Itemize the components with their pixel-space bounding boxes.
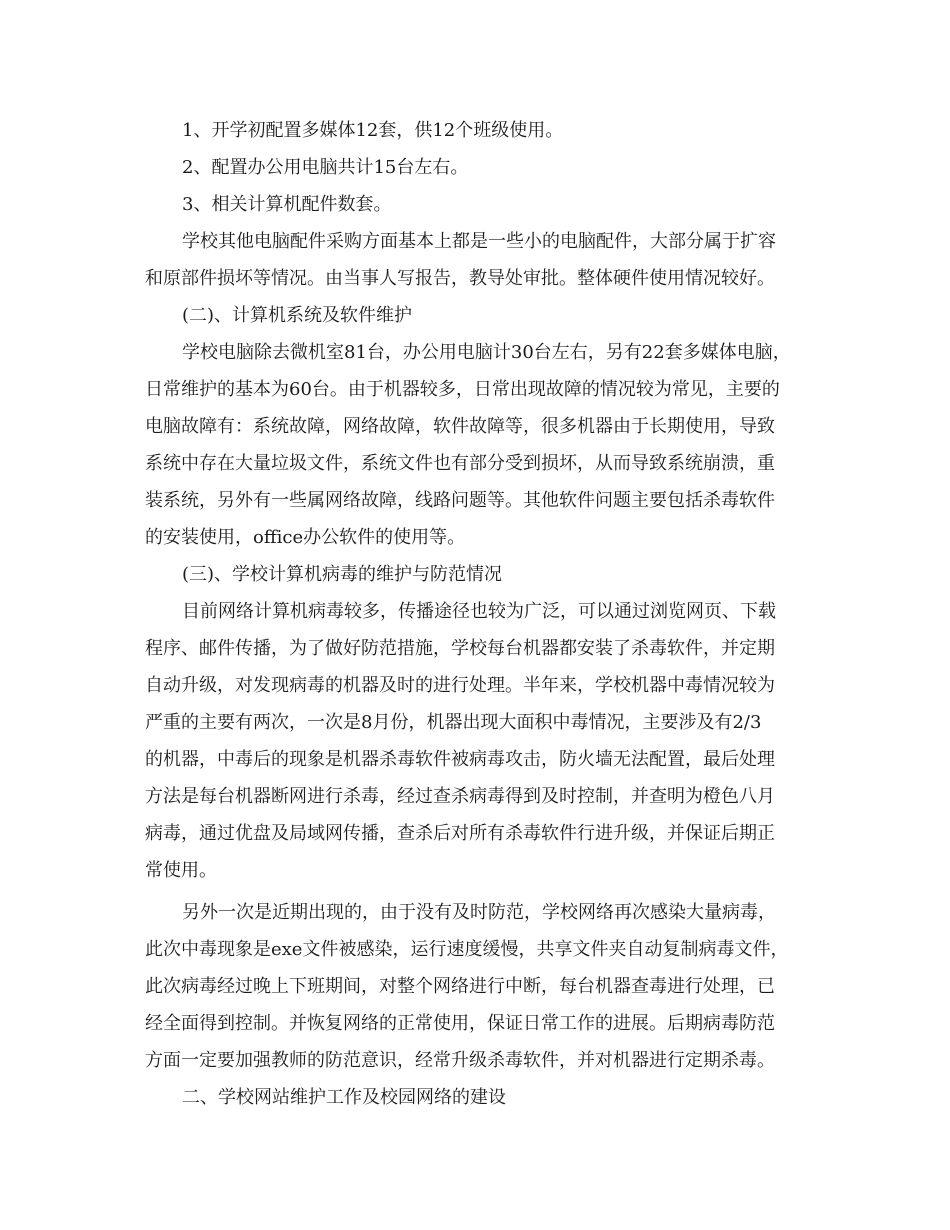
paragraph-line: 日常维护的基本为60台。由于机器较多，日常出现故障的情况较为常见，主要的 <box>145 379 780 400</box>
section-heading-software-maintenance: (二)、计算机系统及软件维护 <box>182 305 413 326</box>
paragraph-line: 的机器，中毒后的现象是机器杀毒软件被病毒攻击，防火墙无法配置，最后处理 <box>145 749 775 770</box>
paragraph-line: 学校电脑除去微机室81台，办公用电脑计30台左右，另有22套多媒体电脑， <box>182 342 791 363</box>
paragraph-line: 学校其他电脑配件采购方面基本上都是一些小的电脑配件，大部分属于扩容 <box>182 231 776 252</box>
paragraph-line: 另外一次是近期出现的，由于没有及时防范，学校网络再次感染大量病毒， <box>182 902 776 923</box>
paragraph-line: 经全面得到控制。并恢复网络的正常使用，保证日常工作的进展。后期病毒防范 <box>145 1013 775 1034</box>
paragraph-line: 严重的主要有两次，一次是8月份，机器出现大面积中毒情况，主要涉及有2/3 <box>145 712 762 733</box>
paragraph-line: 方法是每台机器断网进行杀毒，经过查杀病毒得到及时控制，并查明为橙色八月 <box>145 786 775 807</box>
paragraph-line: 电脑故障有：系统故障，网络故障，软件故障等，很多机器由于长期使用，导致 <box>145 416 775 437</box>
paragraph-line: 程序、邮件传播，为了做好防范措施，学校每台机器都安装了杀毒软件，并定期 <box>145 638 775 659</box>
list-item-multimedia: 1、开学初配置多媒体12套，供12个班级使用。 <box>182 120 564 141</box>
paragraph-line: 此次中毒现象是exe文件被感染，运行速度缓慢，共享文件夹自动复制病毒文件， <box>145 939 789 960</box>
paragraph-line: 此次病毒经过晚上下班期间，对整个网络进行中断，每台机器查毒进行处理，已 <box>145 976 775 997</box>
list-item-accessories: 3、相关计算机配件数套。 <box>182 194 392 215</box>
paragraph-line: 装系统，另外有一些属网络故障，线路问题等。其他软件问题主要包括杀毒软件 <box>145 490 775 511</box>
paragraph-line: 的安装使用，office办公软件的使用等。 <box>145 527 466 548</box>
paragraph-line: 系统中存在大量垃圾文件，系统文件也有部分受到损坏，从而导致系统崩溃，重 <box>145 453 775 474</box>
paragraph-line: 方面一定要加强教师的防范意识，经常升级杀毒软件，并对机器进行定期杀毒。 <box>145 1050 775 1071</box>
paragraph-line: 目前网络计算机病毒较多，传播途径也较为广泛，可以通过浏览网页、下载 <box>182 601 776 622</box>
paragraph-line: 和原部件损坏等情况。由当事人写报告，教导处审批。整体硬件使用情况较好。 <box>145 268 775 289</box>
list-item-office-computers: 2、配置办公用电脑共计15台左右。 <box>182 157 469 178</box>
paragraph-line: 常使用。 <box>145 860 217 881</box>
paragraph-line: 自动升级，对发现病毒的机器及时的进行处理。半年来，学校机器中毒情况较为 <box>145 675 775 696</box>
paragraph-line: 病毒，通过优盘及局域网传播，查杀后对所有杀毒软件行进升级，并保证后期正 <box>145 823 775 844</box>
section-heading-virus-prevention: (三)、学校计算机病毒的维护与防范情况 <box>182 564 503 585</box>
section-heading-website-maintenance: 二、学校网站维护工作及校园网络的建设 <box>182 1087 506 1108</box>
